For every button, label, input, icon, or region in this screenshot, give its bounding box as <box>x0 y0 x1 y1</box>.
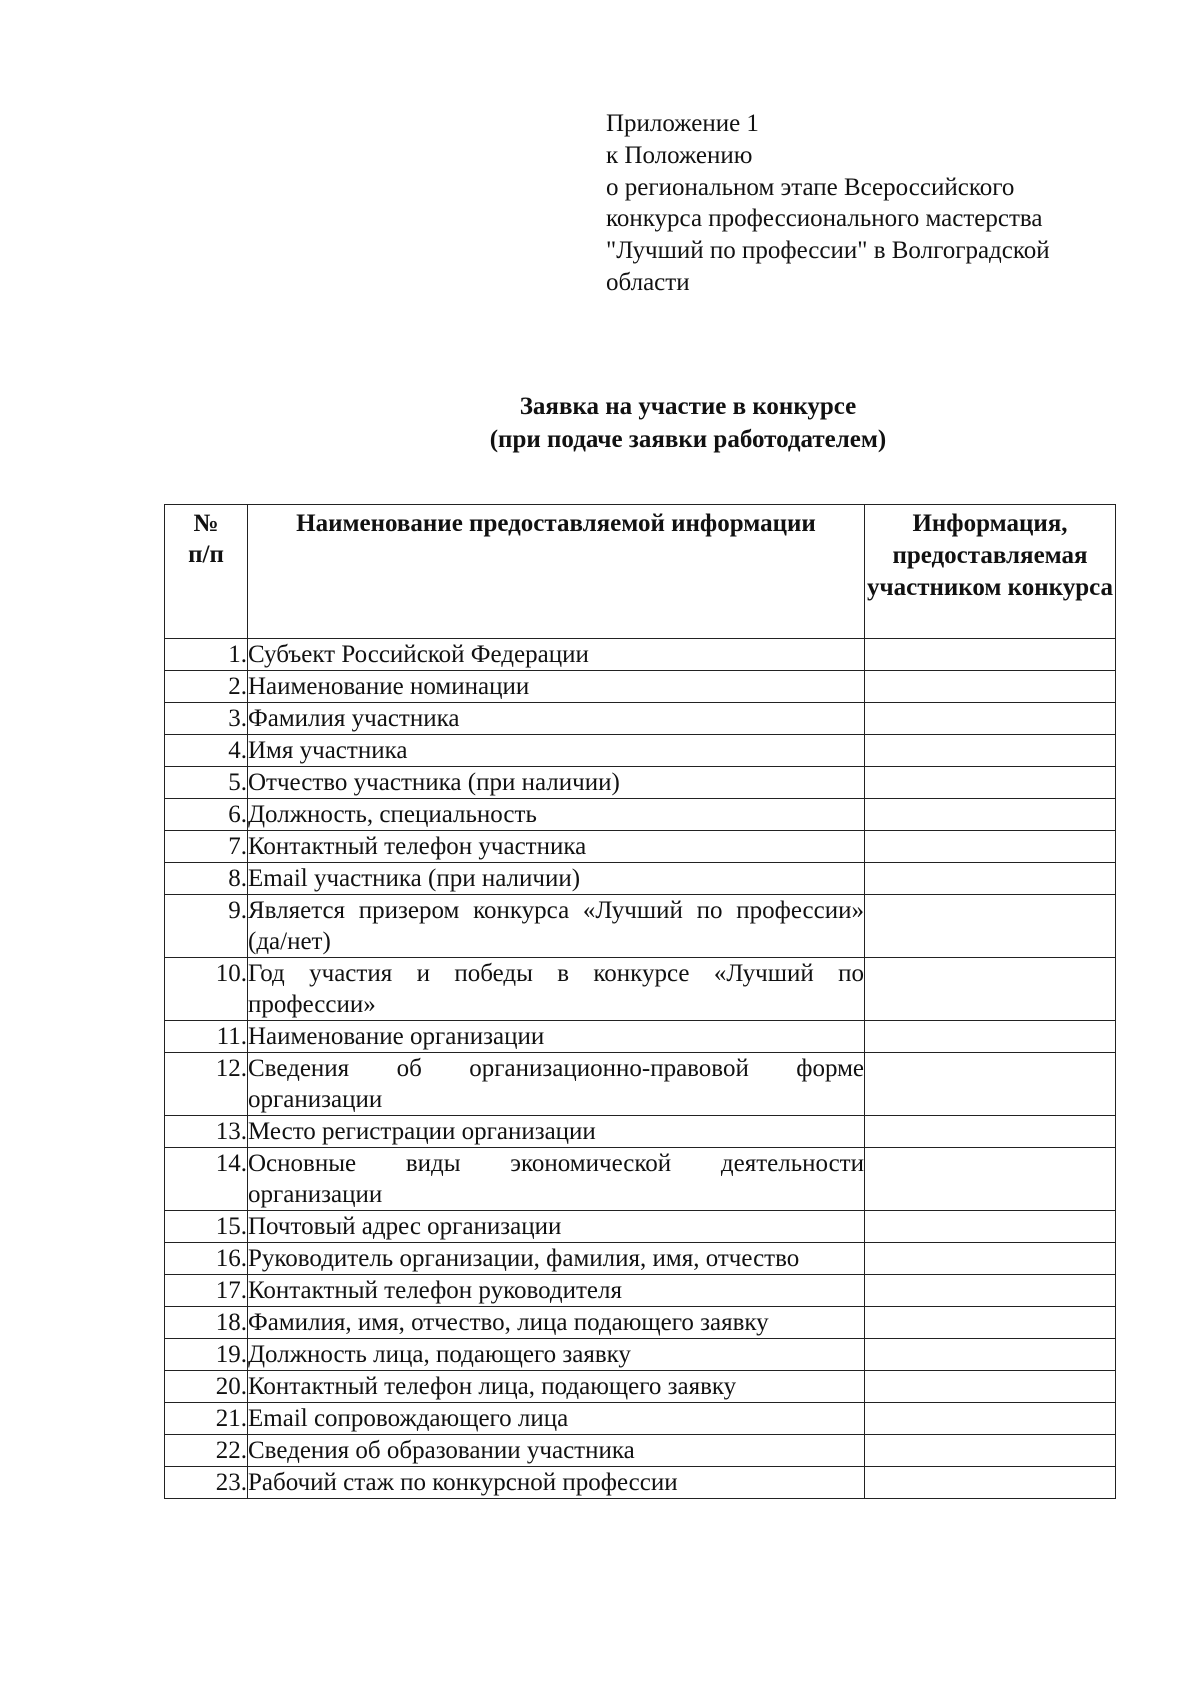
header-line: к Положению <box>606 141 753 169</box>
row-field-name: Наименование организации <box>248 1021 865 1053</box>
table-row <box>165 1339 1116 1371</box>
table-row <box>165 1211 1116 1243</box>
header-number-abbr: п/п <box>188 541 224 568</box>
row-info-cell[interactable] <box>865 1467 1116 1499</box>
row-number: 3. <box>165 703 248 735</box>
row-number: 13. <box>165 1116 248 1148</box>
row-field-name: Почтовый адрес организации <box>248 1211 865 1243</box>
row-field-name: Фамилия, имя, отчество, лица подающего заявку <box>248 1307 865 1339</box>
title-line-1: Заявка на участие в конкурсе <box>519 393 857 420</box>
row-info-cell[interactable] <box>865 1148 1116 1211</box>
table-row <box>165 671 1116 703</box>
row-field-name: Контактный телефон участника <box>248 831 865 863</box>
row-number: 15. <box>165 1211 248 1243</box>
row-field-name: Год участия и победы в конкурсе «Лучший по профессии» <box>248 958 865 1021</box>
table-row <box>165 831 1116 863</box>
row-field-name: Сведения об образовании участника <box>248 1435 865 1467</box>
row-number: 22. <box>165 1435 248 1467</box>
table-row <box>165 1403 1116 1435</box>
title-line-2: (при подаче заявки работодателем) <box>489 426 887 453</box>
row-field-name: Фамилия участника <box>248 703 865 735</box>
row-info-cell[interactable] <box>865 1275 1116 1307</box>
row-field-name: Руководитель организации, фамилия, имя, отчество <box>248 1243 865 1275</box>
row-number: 14. <box>165 1148 248 1211</box>
row-info-cell[interactable] <box>865 1243 1116 1275</box>
row-info-cell[interactable] <box>865 863 1116 895</box>
row-field-name: Контактный телефон лица, подающего заявку <box>248 1371 865 1403</box>
row-number: 9. <box>165 895 248 958</box>
row-field-name: Является призером конкурса «Лучший по профессии» (да/нет) <box>248 895 865 958</box>
row-number: 4. <box>165 735 248 767</box>
row-field-name: Должность, специальность <box>248 799 865 831</box>
table-header-row <box>165 505 1116 639</box>
row-field-name: Субъект Российской Федерации <box>248 639 865 671</box>
row-info-cell[interactable] <box>865 703 1116 735</box>
header-number-symbol: № <box>193 510 219 537</box>
row-field-name: Имя участника <box>248 735 865 767</box>
row-info-cell[interactable] <box>865 1116 1116 1148</box>
header-line: о региональном этапе Всероссийского <box>606 173 1015 201</box>
table-row <box>165 1307 1116 1339</box>
row-info-cell[interactable] <box>865 1339 1116 1371</box>
table-row <box>165 1021 1116 1053</box>
row-field-name: Место регистрации организации <box>248 1116 865 1148</box>
row-number: 17. <box>165 1275 248 1307</box>
row-field-name: Должность лица, подающего заявку <box>248 1339 865 1371</box>
header-line: "Лучший по профессии" в Волгоградской <box>606 237 1050 265</box>
row-info-cell[interactable] <box>865 831 1116 863</box>
row-number: 18. <box>165 1307 248 1339</box>
header-name: Наименование предоставляемой информации <box>248 505 865 639</box>
header-line: области <box>606 268 690 296</box>
table-row <box>165 958 1116 1021</box>
row-number: 5. <box>165 767 248 799</box>
row-info-cell[interactable] <box>865 799 1116 831</box>
row-info-cell[interactable] <box>865 639 1116 671</box>
row-info-cell[interactable] <box>865 895 1116 958</box>
row-field-name: Отчество участника (при наличии) <box>248 767 865 799</box>
table-row <box>165 1116 1116 1148</box>
header-info: Информация, предоставляемая участником конкурса <box>865 505 1116 639</box>
table-row <box>165 1275 1116 1307</box>
row-info-cell[interactable] <box>865 1371 1116 1403</box>
row-info-cell[interactable] <box>865 1307 1116 1339</box>
row-info-cell[interactable] <box>865 1211 1116 1243</box>
row-number: 8. <box>165 863 248 895</box>
table-row <box>165 1467 1116 1499</box>
row-number: 21. <box>165 1403 248 1435</box>
row-number: 1. <box>165 639 248 671</box>
application-form-table <box>164 504 1116 1499</box>
row-field-name: Наименование номинации <box>248 671 865 703</box>
table-row <box>165 1243 1116 1275</box>
row-number: 2. <box>165 671 248 703</box>
row-info-cell[interactable] <box>865 767 1116 799</box>
row-field-name: Основные виды экономической деятельности организации <box>248 1148 865 1211</box>
row-info-cell[interactable] <box>865 958 1116 1021</box>
table-row <box>165 703 1116 735</box>
table-row <box>165 1435 1116 1467</box>
row-number: 23. <box>165 1467 248 1499</box>
row-info-cell[interactable] <box>865 1435 1116 1467</box>
appendix-header <box>606 108 1126 299</box>
row-info-cell[interactable] <box>865 1021 1116 1053</box>
row-number: 12. <box>165 1053 248 1116</box>
table-row <box>165 863 1116 895</box>
table-row <box>165 799 1116 831</box>
row-number: 6. <box>165 799 248 831</box>
table-row <box>165 1148 1116 1211</box>
row-field-name: Контактный телефон руководителя <box>248 1275 865 1307</box>
row-number: 16. <box>165 1243 248 1275</box>
row-field-name: Email сопровождающего лица <box>248 1403 865 1435</box>
row-number: 19. <box>165 1339 248 1371</box>
row-number: 7. <box>165 831 248 863</box>
row-info-cell[interactable] <box>865 1053 1116 1116</box>
table-row <box>165 1371 1116 1403</box>
table-body <box>165 639 1116 1499</box>
row-field-name: Сведения об организационно-правовой форме организации <box>248 1053 865 1116</box>
document-title <box>0 390 1200 456</box>
table-row <box>165 767 1116 799</box>
row-field-name: Рабочий стаж по конкурсной профессии <box>248 1467 865 1499</box>
row-info-cell[interactable] <box>865 735 1116 767</box>
row-info-cell[interactable] <box>865 671 1116 703</box>
row-number: 11. <box>165 1021 248 1053</box>
row-number: 10. <box>165 958 248 1021</box>
header-line: Приложение 1 <box>606 110 759 137</box>
table-row <box>165 1053 1116 1116</box>
header-number <box>165 505 248 639</box>
row-field-name: Email участника (при наличии) <box>248 863 865 895</box>
row-number: 20. <box>165 1371 248 1403</box>
table-row <box>165 735 1116 767</box>
table-row <box>165 895 1116 958</box>
header-line: конкурса профессионального мастерства <box>606 205 1043 233</box>
table-row <box>165 639 1116 671</box>
row-info-cell[interactable] <box>865 1403 1116 1435</box>
